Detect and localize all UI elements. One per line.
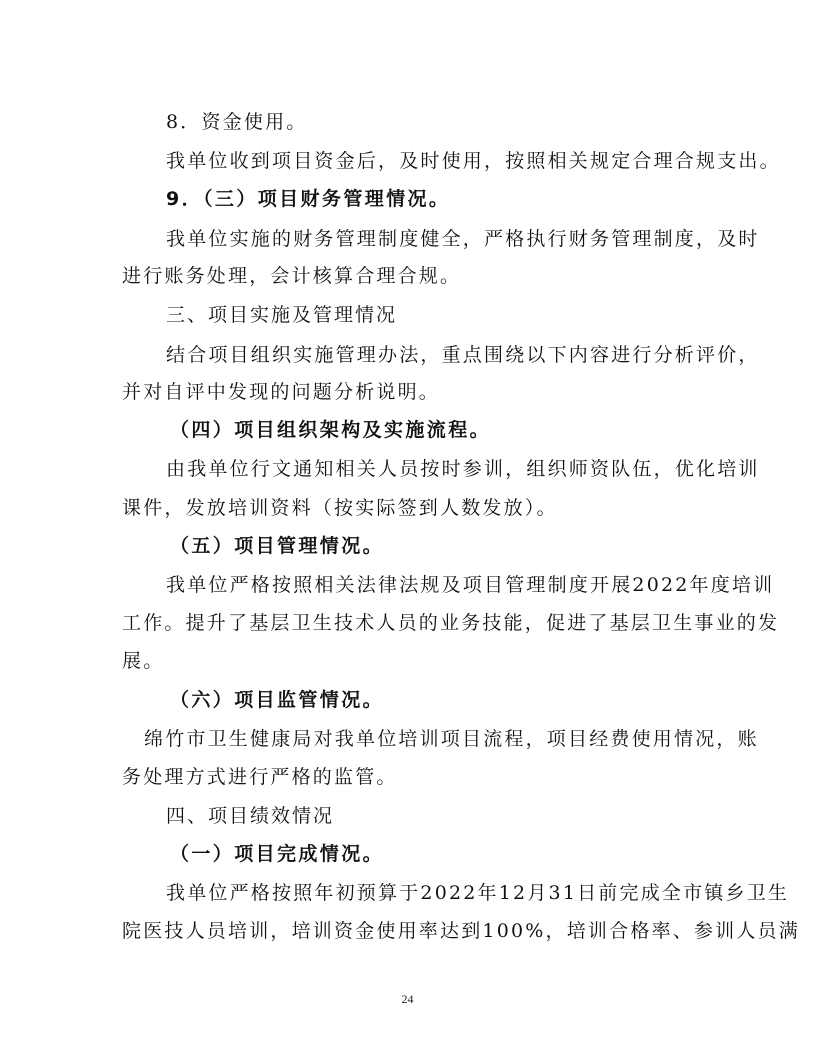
chapter-heading-performance: 四、项目绩效情况	[166, 805, 335, 827]
section-heading-management: （五）项目管理情况。	[170, 535, 385, 557]
paragraph-line: 结合项目组织实施管理办法，重点围绕以下内容进行分析评价，	[166, 344, 760, 366]
paragraph-line: 我单位收到项目资金后，及时使用，按照相关规定合理合规支出。	[166, 150, 781, 172]
paragraph-line: 课件，发放培训资料（按实际签到人数发放）。	[122, 497, 558, 519]
section-heading-supervision: （六）项目监管情况。	[170, 689, 385, 711]
paragraph-line: 我单位实施的财务管理制度健全，严格执行财务管理制度，及时	[166, 228, 760, 250]
paragraph-line: 院医技人员培训，培训资金使用率达到100%，培训合格率、参训人员满	[122, 920, 800, 942]
paragraph-line: 工作。提升了基层卫生技术人员的业务技能，促进了基层卫生事业的发	[122, 612, 780, 634]
paragraph-line: 我单位严格按照相关法律法规及项目管理制度开展2022年度培训	[166, 574, 775, 596]
paragraph-line: 务处理方式进行严格的监管。	[122, 766, 398, 788]
item-heading-funds-usage: 8．资金使用。	[166, 111, 308, 133]
page-number: 24	[401, 992, 414, 1006]
paragraph-line: 并对自评中发现的问题分析说明。	[122, 381, 441, 403]
section-heading-financial-management: 9．（三）项目财务管理情况。	[166, 188, 451, 210]
section-heading-organization: （四）项目组织架构及实施流程。	[170, 419, 492, 441]
paragraph-line: 进行账务处理，会计核算合理合规。	[122, 265, 462, 287]
section-heading-completion: （一）项目完成情况。	[170, 843, 385, 865]
paragraph-line: 展。	[122, 650, 165, 672]
paragraph-line: 我单位严格按照年初预算于2022年12月31日前完成全市镇乡卫生	[166, 882, 790, 904]
paragraph-line: 由我单位行文通知相关人员按时参训，组织师资队伍，优化培训	[166, 458, 760, 480]
chapter-heading-implementation: 三、项目实施及管理情况	[166, 304, 398, 326]
paragraph-line: 绵竹市卫生健康局对我单位培训项目流程，项目经费使用情况，账	[144, 728, 759, 750]
